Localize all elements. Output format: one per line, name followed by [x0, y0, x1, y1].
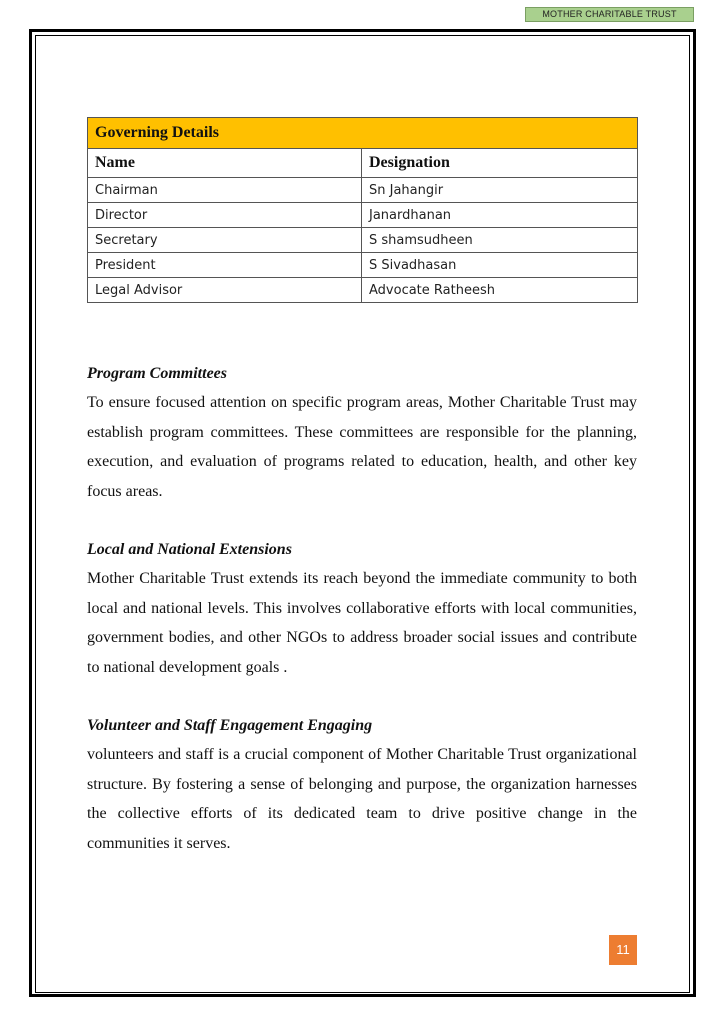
table-title: Governing Details — [88, 118, 638, 149]
table-row — [88, 278, 638, 303]
table-header-row — [88, 149, 638, 178]
table-row — [88, 178, 638, 203]
table-cell-name: Director — [88, 203, 362, 228]
table-cell-designation: S shamsudheen — [362, 228, 638, 253]
section-local-national-extensions — [87, 540, 637, 682]
section-heading: Program Committees — [87, 365, 227, 382]
table-row — [88, 253, 638, 278]
table-cell-name: Legal Advisor — [88, 278, 362, 303]
table-row — [88, 228, 638, 253]
column-header-designation: Designation — [362, 149, 638, 178]
section-program-committees — [87, 364, 637, 506]
section-volunteer-staff-engagement — [87, 716, 637, 858]
table-row — [88, 203, 638, 228]
section-heading: Volunteer and Staff Engagement Engaging — [87, 717, 373, 734]
header-tag: MOTHER CHARITABLE TRUST — [525, 7, 694, 22]
column-header-name: Name — [88, 149, 362, 178]
section-body: Mother Charitable Trust extends its reach beyond the immediate community to both local and national levels. This involves collaborative efforts with local communities, government bodies, and other NGOs to address broader social issues and contribute to national development goals . — [87, 570, 637, 676]
table-cell-name: President — [88, 253, 362, 278]
table-cell-designation: S Sivadhasan — [362, 253, 638, 278]
table-cell-designation: Sn Jahangir — [362, 178, 638, 203]
table-cell-name: Secretary — [88, 228, 362, 253]
governing-details-table — [87, 117, 638, 303]
page-number: 11 — [609, 935, 637, 965]
section-heading: Local and National Extensions — [87, 541, 292, 558]
section-body: volunteers and staff is a crucial component of Mother Charitable Trust organizational structure. By fostering a sense of belonging and purpose, the organization harnesses the collective efforts of its dedicated team to drive positive change in the communities it serves. — [87, 746, 637, 852]
table-cell-name: Chairman — [88, 178, 362, 203]
table-cell-designation: Advocate Ratheesh — [362, 278, 638, 303]
section-body: To ensure focused attention on specific program areas, Mother Charitable Trust may establish program committees. These committees are responsible for the planning, execution, and evaluation of programs related to education, health, and other key focus areas. — [87, 394, 637, 500]
table-title-row — [88, 118, 638, 149]
table-cell-designation: Janardhanan — [362, 203, 638, 228]
